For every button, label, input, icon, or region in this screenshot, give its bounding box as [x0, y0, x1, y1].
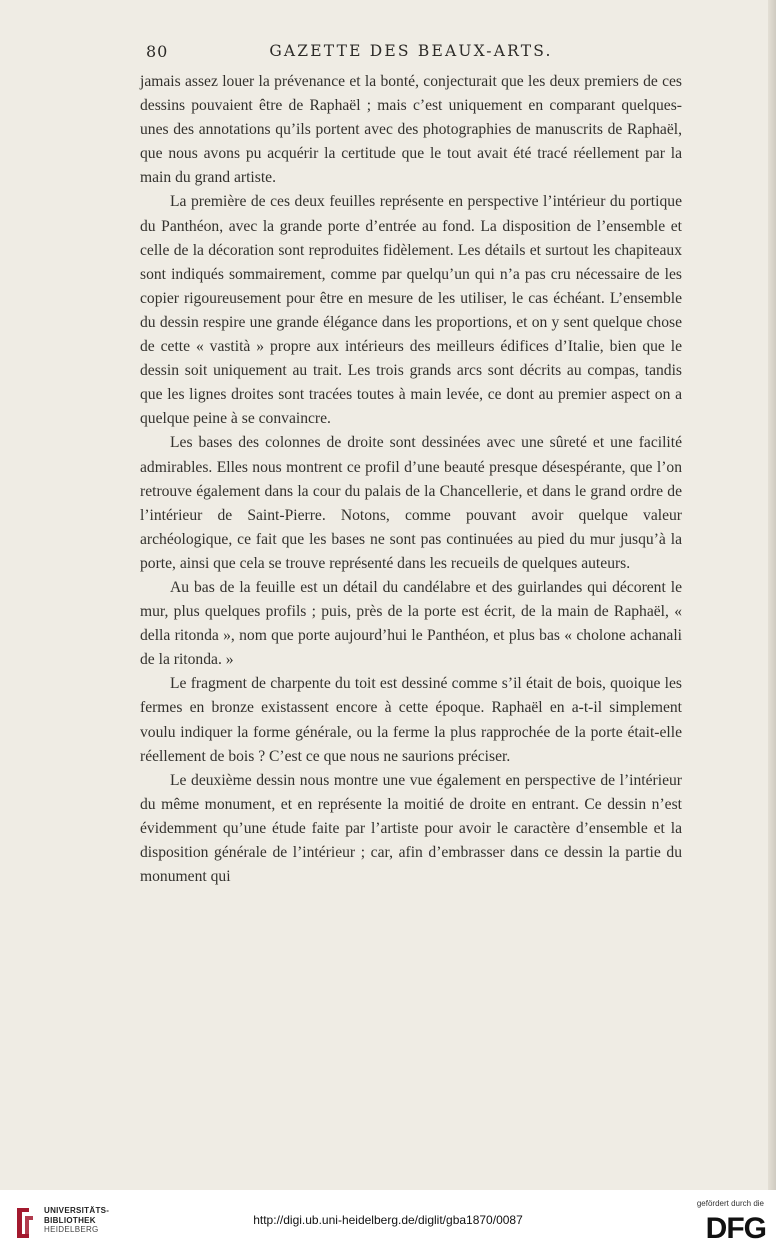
article-text: [140, 70, 682, 889]
page-number: 80: [146, 42, 169, 61]
library-name-line1: UNIVERSITÄTS-: [44, 1206, 110, 1215]
permalink-url[interactable]: http://digi.ub.uni-heidelberg.de/diglit/gba1870/0087: [253, 1213, 523, 1227]
journal-title: GAZETTE DES BEAUX-ARTS.: [269, 42, 553, 60]
paragraph-4: Au bas de la feuille est un détail du candélabre et des guirlandes qui décorent le mur, plus quelques profils ; puis, près de la porte est écrit, de la main de Raphaël, « della ritonda », nom que porte aujourd’hui le Panthéon, et plus bas « cholone achanali de la ritonda. »: [140, 578, 682, 669]
paragraph-2: La première de ces deux feuilles représente en perspective l’intérieur du portique du Panthéon, avec la grande porte d’entrée au fond. La disposition de l’ensemble et celle de la décoration sont reproduites fidèlement. Les détails et surtout les chapiteaux sont indiqués sommairement, comme par quelqu’un qui n’a pas cru nécessaire de les copier rigoureusement pour être en mesure de les utiliser, le cas échéant. L’ensemble du dessin respire une grande élégance dans les proportions, et on y sent quelque chose de cette « vastità » propre aux intérieurs des meilleurs édifices d’Italie, bien que le dessin soit uniquement au trait. Les trois grands arcs sont décrits au compas, tandis que les lignes droites sont tracées toutes à main levée, ce dont au premier aspect on a quelque peine à se convaincre.: [140, 193, 682, 428]
paragraph-5: Le fragment de charpente du toit est dessiné comme s’il était de bois, quoique les fermes en bronze existassent encore à cette époque. Raphaël en a-t-il simplement voulu indiquer la forme générale, ou la ferme la plus rapprochée de la porte était-elle réellement de bois ? C’est ce que nous ne saurions préciser.: [140, 675, 682, 765]
library-name-line2: BIBLIOTHEK: [44, 1215, 96, 1225]
running-head: [140, 42, 682, 66]
library-name-line3: HEIDELBERG: [44, 1225, 99, 1234]
paragraph-3: Les bases des colonnes de droite sont dessinées avec une sûreté et une facilité admirables. Elles nous montrent ce profil d’une beauté presque désespérante, que l’on retrouve également dans la cour du palais de la Chancellerie, et dans le grand ordre de l’intérieur de Saint-Pierre. Notons, comme pouvant avoir quelque valeur archéologique, ce fait que les bases ne sont pas continuées au pied du mur jusqu’à la porte, ainsi que cela se trouve représenté dans les recueils de quelques auteurs.: [140, 434, 682, 572]
dfg-logo-icon: DFG: [705, 1212, 766, 1245]
viewer-footer: [0, 1190, 776, 1249]
funding-note: gefördert durch die: [696, 1199, 764, 1208]
paragraph-6: Le deuxième dessin nous montre une vue également en perspective de l’intérieur du même monument, et en représente la moitié de droite en entrant. Ce dessin n’est évidemment qu’une étude faite par l’artiste pour avoir le caractère d’ensemble et la disposition générale de l’intérieur ; car, afin d’embrasser dans ce dessin la partie du monument qui: [140, 771, 682, 886]
page-edge-shadow: [768, 0, 776, 1190]
paragraph-1: jamais assez louer la prévenance et la bonté, conjecturait que les deux premiers de ces dessins pouvaient être de Raphaël ; mais c’est uniquement en comparant quelques-unes des annotations qu’ils portent avec des photographies de manuscrits de Raphaël, que nous avons pu acquérir la certitude que le tout avait été tracé réellement par la main du grand artiste.: [140, 73, 682, 187]
